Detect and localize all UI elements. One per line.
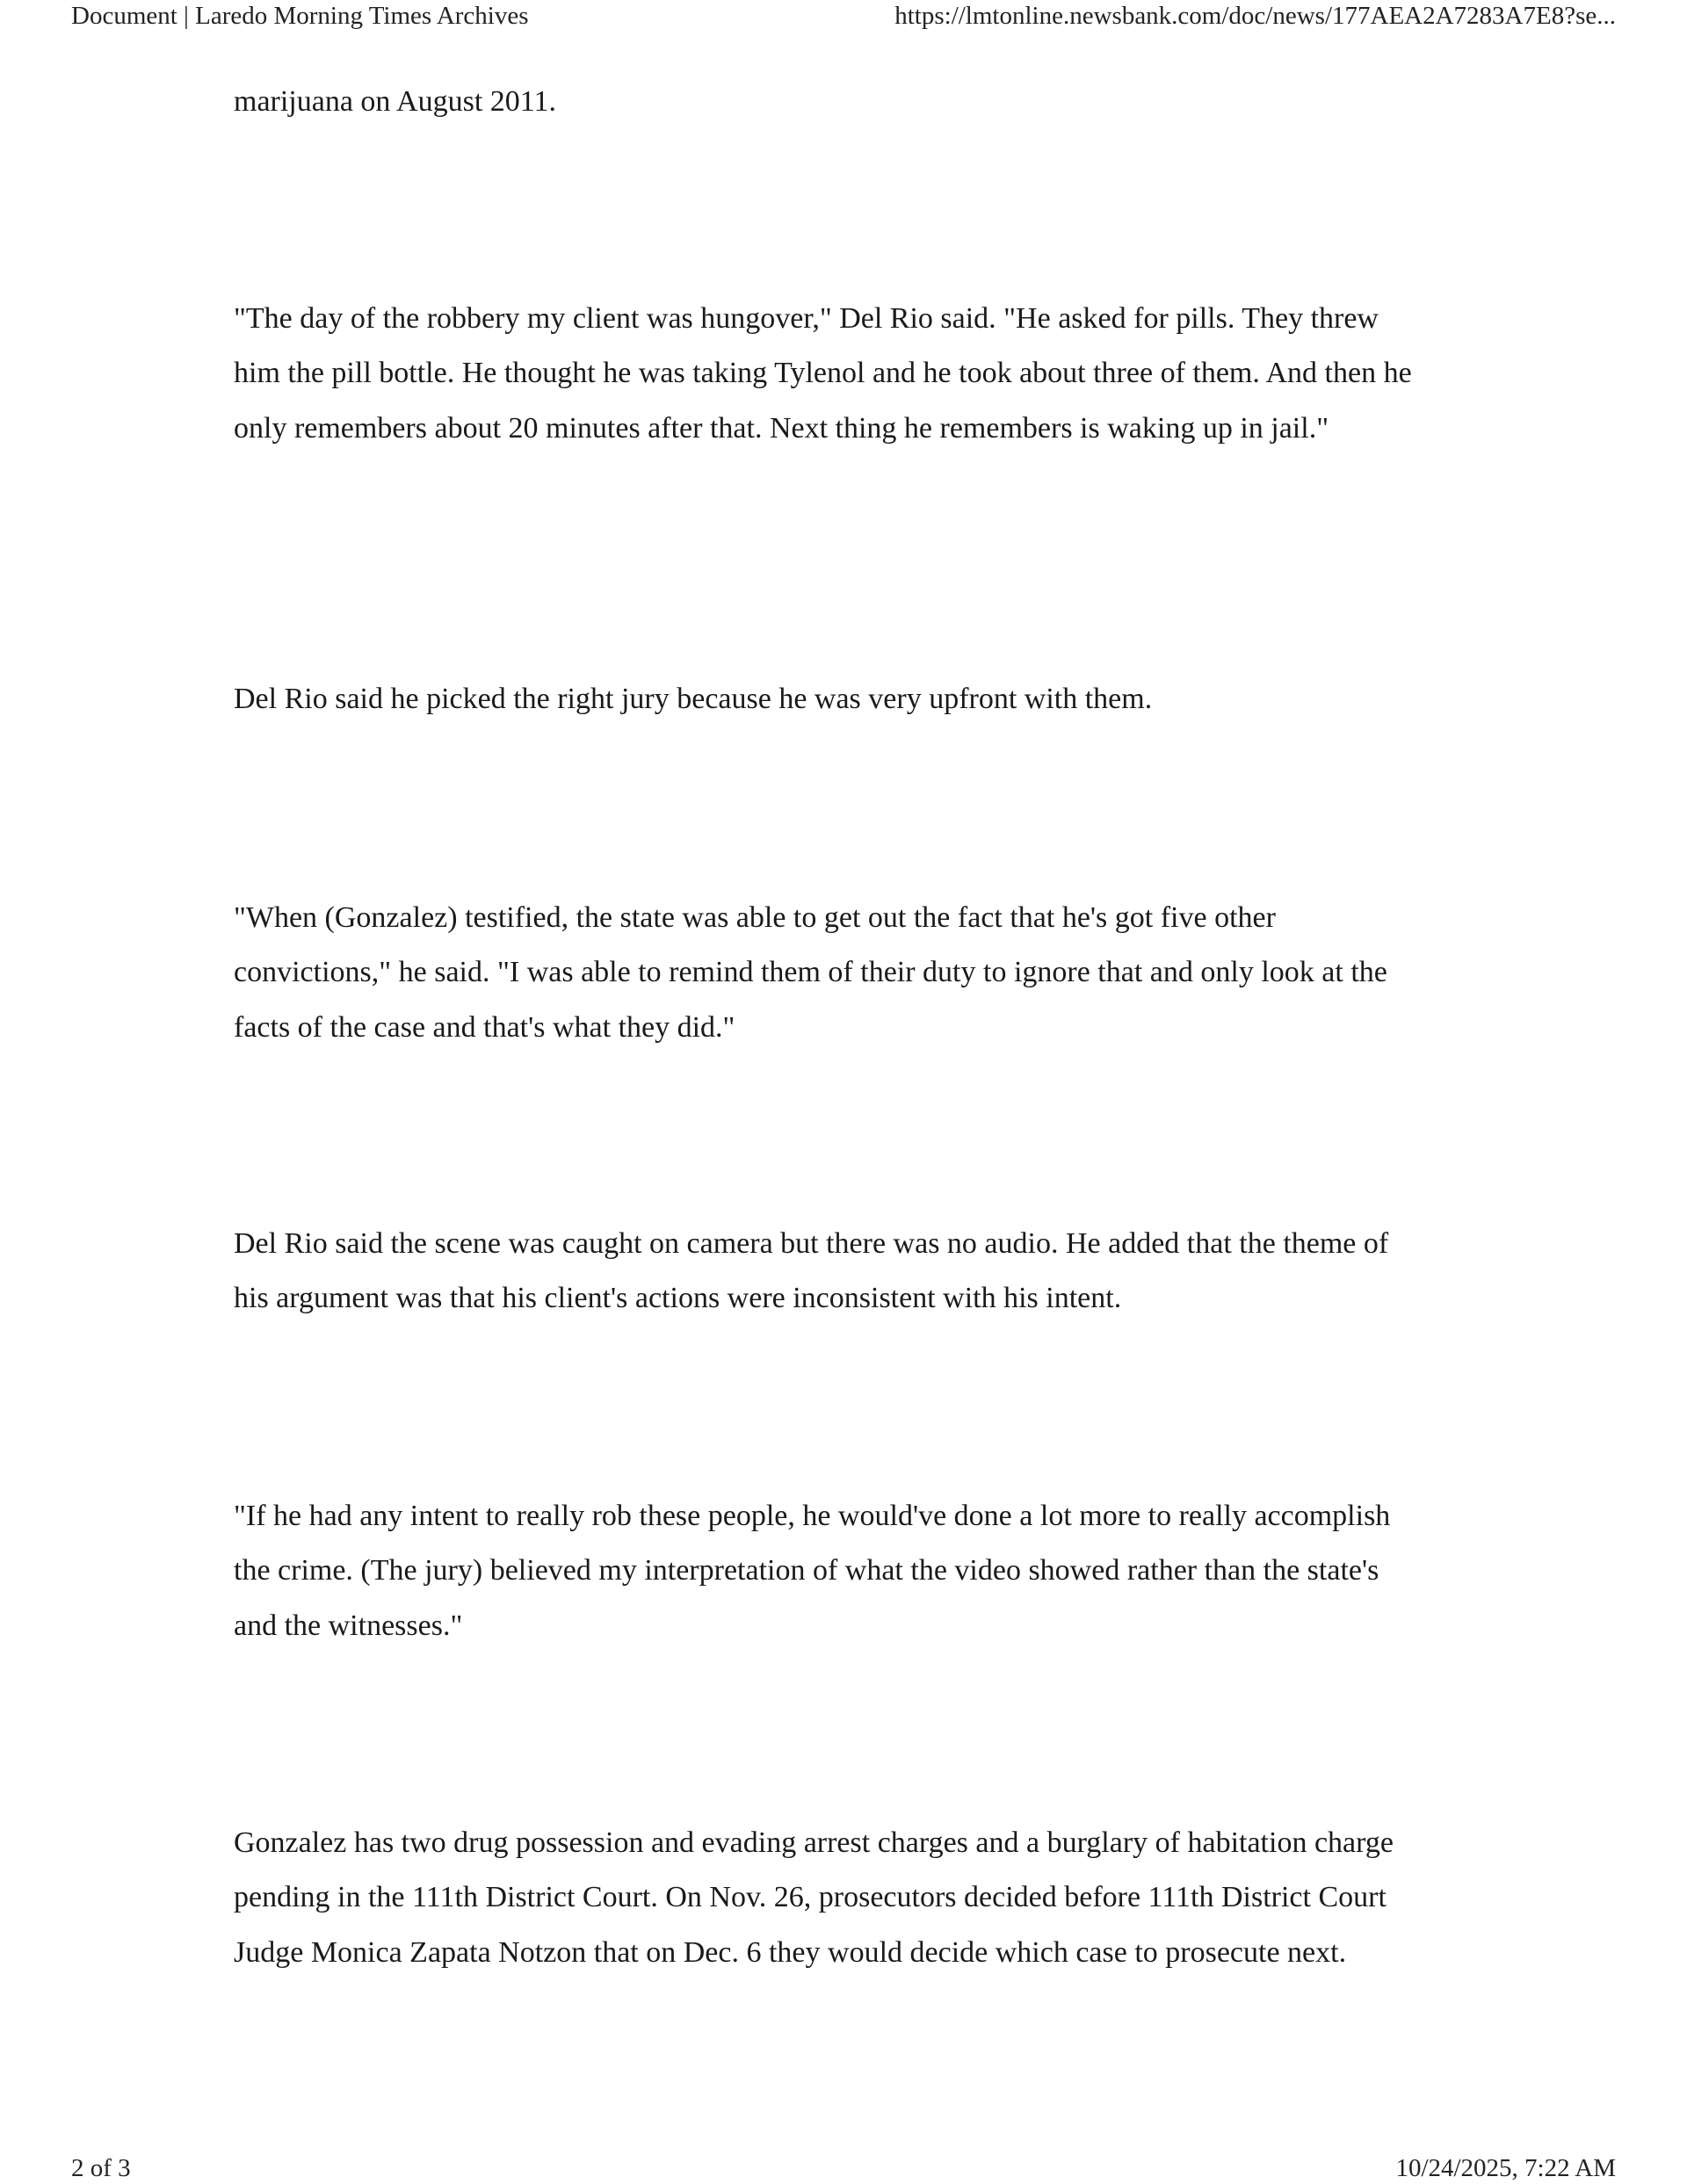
article-paragraph: "When (Gonzalez) testified, the state was able to get out the fact that he's got five other convictions," he said. "I was able to remind them of their duty to ignore that and only look at the facts of the case and that's what they did." bbox=[234, 901, 1387, 1044]
print-timestamp: 10/24/2025, 7:22 AM bbox=[1395, 2154, 1616, 2182]
document-url: https://lmtonline.newsbank.com/doc/news/177AEA2A7283A7E8?se... bbox=[894, 2, 1616, 30]
article-paragraph: "The day of the robbery my client was hungover," Del Rio said. "He asked for pills. They threw him the pill bottle. He thought he was taking Tylenol and he took about three of them. And then he only remembers about 20 minutes after that. Next thing he remembers is waking up in jail." bbox=[234, 302, 1412, 445]
document-title: Document | Laredo Morning Times Archives bbox=[71, 2, 529, 30]
article-paragraph: Del Rio said the scene was caught on camera but there was no audio. He added that the theme of his argument was that his client's actions were inconsistent with his intent. bbox=[234, 1227, 1389, 1315]
page-number: 2 of 3 bbox=[71, 2154, 131, 2182]
article-paragraph: marijuana on August 2011. bbox=[234, 85, 557, 118]
article-paragraph: "If he had any intent to really rob these people, he would've done a lot more to really accomplish the crime. (The jury) believed my interpretation of what the video showed rather than the state's and the witnesses." bbox=[234, 1500, 1391, 1642]
article-paragraph: Gonzalez has two drug possession and evading arrest charges and a burglary of habitation charge pending in the 111th District Court. On Nov. 26, prosecutors decided before 111th District Court Judge Monica Zapata Notzon that on Dec. 6 they would decide which case to prosecute next. bbox=[234, 1826, 1394, 1969]
article-paragraph: Del Rio said he picked the right jury because he was very upfront with them. bbox=[234, 683, 1153, 715]
